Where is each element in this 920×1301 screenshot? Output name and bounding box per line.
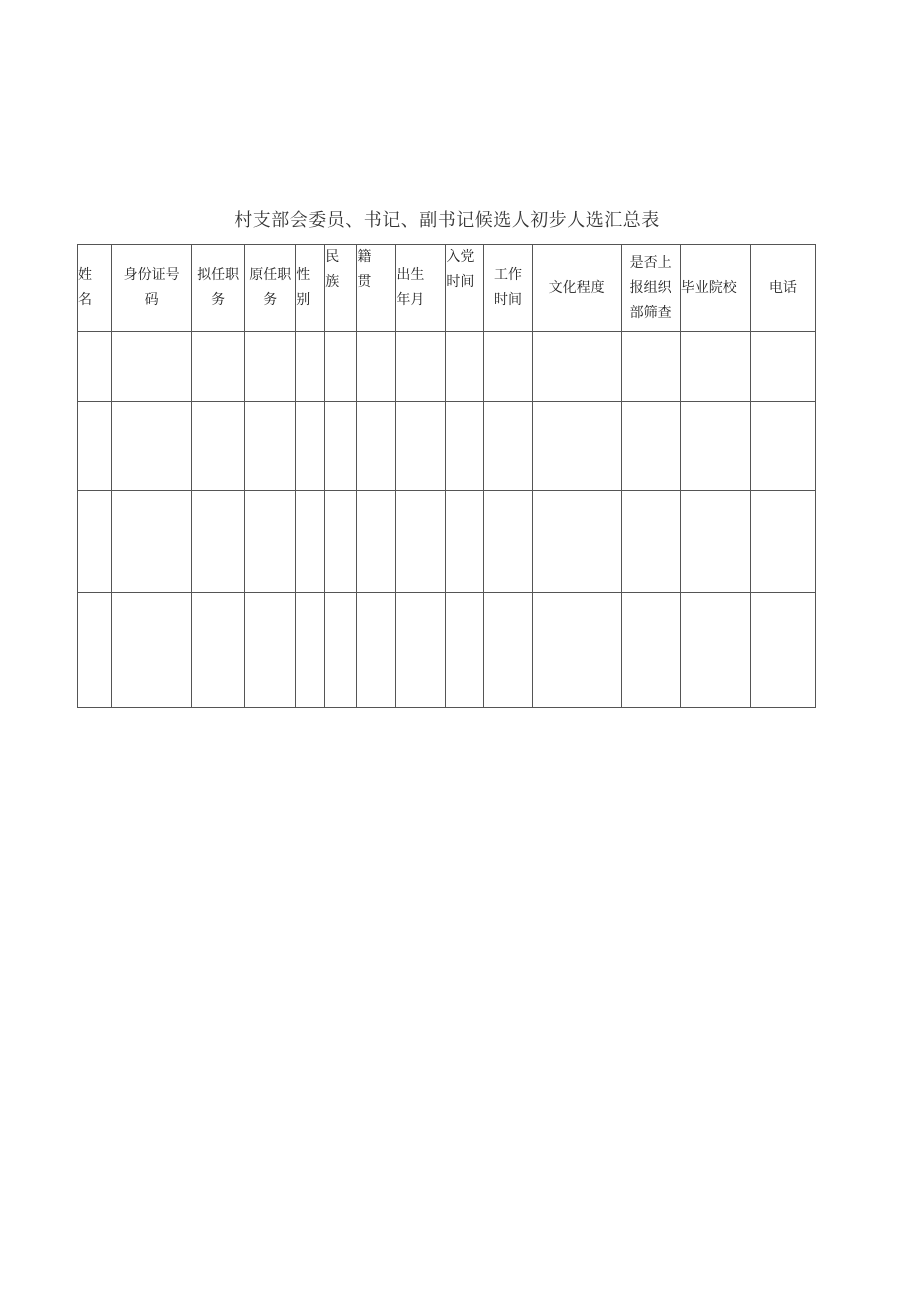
cell-name [78, 332, 112, 402]
cell-screening-reported [621, 593, 680, 708]
cell-original-position [245, 332, 296, 402]
header-cell-original-position: 原任职 务 [245, 245, 296, 332]
header-cell-ethnicity: 民 族 [325, 245, 357, 332]
cell-screening-reported [621, 402, 680, 491]
cell-original-position [245, 491, 296, 593]
cell-birth-date [396, 402, 446, 491]
cell-graduate-school [680, 332, 750, 402]
cell-ethnicity [325, 402, 357, 491]
cell-name [78, 402, 112, 491]
cell-party-join-date [446, 593, 484, 708]
header-cell-gender: 性 别 [296, 245, 325, 332]
table-row [78, 593, 816, 708]
cell-gender [296, 593, 325, 708]
cell-birth-date [396, 491, 446, 593]
cell-work-start-date [484, 491, 532, 593]
table-title: 村支部会委员、书记、副书记候选人初步人选汇总表 [234, 210, 660, 231]
cell-ethnicity [325, 332, 357, 402]
cell-gender [296, 402, 325, 491]
cell-work-start-date [484, 332, 532, 402]
cell-phone [750, 593, 815, 708]
cell-proposed-position [192, 402, 245, 491]
cell-education [532, 593, 621, 708]
header-cell-native-place: 籍 贯 [357, 245, 396, 332]
header-cell-name: 姓 名 [78, 245, 112, 332]
table-row [78, 402, 816, 491]
cell-graduate-school [680, 593, 750, 708]
cell-id-number [112, 402, 192, 491]
cell-proposed-position [192, 491, 245, 593]
cell-original-position [245, 402, 296, 491]
cell-phone [750, 332, 815, 402]
cell-education [532, 402, 621, 491]
cell-education [532, 332, 621, 402]
cell-original-position [245, 593, 296, 708]
header-cell-education: 文化程度 [532, 245, 621, 332]
cell-native-place [357, 593, 396, 708]
cell-birth-date [396, 332, 446, 402]
cell-native-place [357, 332, 396, 402]
cell-id-number [112, 332, 192, 402]
header-cell-proposed-position: 拟任职 务 [192, 245, 245, 332]
cell-ethnicity [325, 491, 357, 593]
header-row [78, 245, 816, 332]
cell-proposed-position [192, 593, 245, 708]
header-cell-id-number: 身份证号 码 [112, 245, 192, 332]
cell-gender [296, 332, 325, 402]
cell-birth-date [396, 593, 446, 708]
cell-party-join-date [446, 402, 484, 491]
cell-id-number [112, 593, 192, 708]
cell-graduate-school [680, 491, 750, 593]
cell-proposed-position [192, 332, 245, 402]
cell-work-start-date [484, 402, 532, 491]
cell-education [532, 491, 621, 593]
cell-ethnicity [325, 593, 357, 708]
header-cell-graduate-school: 毕业院校 [680, 245, 750, 332]
cell-name [78, 593, 112, 708]
cell-party-join-date [446, 332, 484, 402]
cell-native-place [357, 402, 396, 491]
cell-phone [750, 402, 815, 491]
table-row [78, 491, 816, 593]
cell-graduate-school [680, 402, 750, 491]
header-cell-work-start-date: 工作 时间 [484, 245, 532, 332]
header-cell-party-join-date: 入党 时间 [446, 245, 484, 332]
table-row [78, 332, 816, 402]
cell-native-place [357, 491, 396, 593]
header-cell-phone: 电话 [750, 245, 815, 332]
cell-name [78, 491, 112, 593]
candidate-summary-table [77, 244, 816, 708]
cell-screening-reported [621, 491, 680, 593]
cell-work-start-date [484, 593, 532, 708]
cell-phone [750, 491, 815, 593]
cell-id-number [112, 491, 192, 593]
cell-party-join-date [446, 491, 484, 593]
cell-gender [296, 491, 325, 593]
cell-screening-reported [621, 332, 680, 402]
header-cell-birth-date: 出生 年月 [396, 245, 446, 332]
header-cell-screening-reported: 是否上 报组织 部筛查 [621, 245, 680, 332]
